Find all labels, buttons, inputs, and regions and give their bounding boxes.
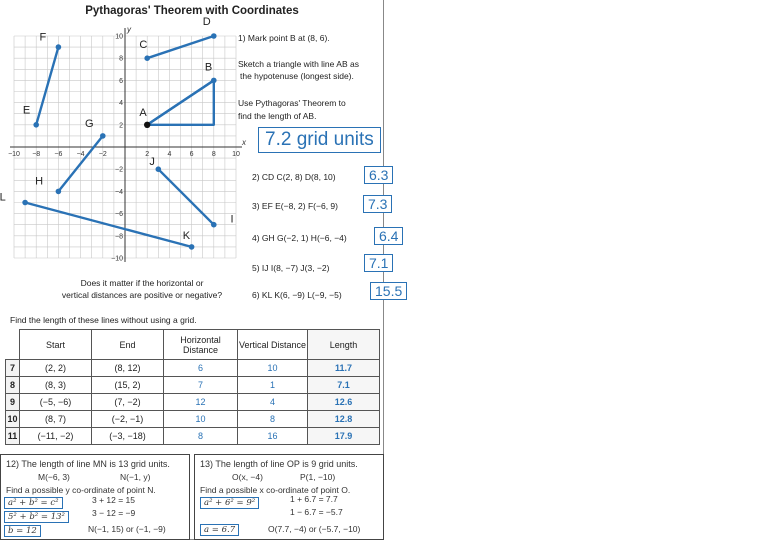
q13-answer: O(7.7, −4) or (−5.7, −10) <box>268 524 361 534</box>
header-length: Length <box>308 330 380 360</box>
q13-find: Find a possible x co-ordinate of point O. <box>200 485 351 495</box>
q13-working-1: 1 + 6.7 = 7.7 <box>290 494 338 504</box>
point-l <box>22 200 28 206</box>
q13-point-p: P(1, −10) <box>300 472 336 482</box>
worksheet-title: Pythagoras' Theorem with Coordinates <box>85 5 299 17</box>
row-number-header <box>6 330 20 360</box>
cell-end: (8, 12) <box>92 360 164 377</box>
y-tick-label: 4 <box>119 100 123 108</box>
question-3: 3) EF E(−8, 2) F(−6, 9) <box>252 201 338 211</box>
cell-length: 7.1 <box>308 377 380 394</box>
cell-horizontal: 7 <box>164 377 238 394</box>
q13-formula-2: a = 6.7 <box>200 524 239 536</box>
table-row <box>6 360 380 377</box>
instruction-5: find the length of AB. <box>238 111 317 121</box>
row-number: 8 <box>6 377 20 394</box>
q13-formula-1: a² + 6² = 9² <box>200 497 259 509</box>
header-horizontal: Horizontal Distance <box>164 330 238 360</box>
question-2: 2) CD C(2, 8) D(8, 10) <box>252 172 336 182</box>
question-6: 6) KL K(6, −9) L(−9, −5) <box>252 290 342 300</box>
row-number: 11 <box>6 428 20 445</box>
point-h <box>56 189 62 195</box>
cell-length: 12.6 <box>308 394 380 411</box>
sign-question-1: Does it matter if the horizontal or <box>80 278 204 288</box>
cell-end: (7, −2) <box>92 394 164 411</box>
segment-ij <box>158 169 214 225</box>
y-tick-label: −10 <box>111 255 123 263</box>
row-number: 7 <box>6 360 20 377</box>
point-label-k: K <box>182 230 191 243</box>
point-label-e: E <box>22 104 31 117</box>
question-4: 4) GH G(−2, 1) H(−6, −4) <box>252 233 347 243</box>
cell-start: (2, 2) <box>20 360 92 377</box>
q12-answer: N(−1, 15) or (−1, −9) <box>88 524 166 534</box>
table-row <box>6 394 380 411</box>
answer-2: 6.3 <box>364 166 393 184</box>
cell-end: (15, 2) <box>92 377 164 394</box>
q12-title: 12) The length of line MN is 13 grid units. <box>6 459 170 469</box>
cell-start: (−5, −6) <box>20 394 92 411</box>
x-tick-label: 2 <box>145 151 150 158</box>
point-label-h: H <box>35 175 44 188</box>
x-tick-label: −10 <box>8 151 20 158</box>
y-tick-label: 2 <box>119 122 123 130</box>
table-row <box>6 428 380 445</box>
point-label-a: A <box>139 106 147 119</box>
y-tick-label: −4 <box>115 188 123 196</box>
point-e <box>33 122 39 128</box>
point-k <box>189 244 195 250</box>
point-a-marker <box>144 122 150 128</box>
cell-vertical: 10 <box>238 360 308 377</box>
x-tick-label: 4 <box>167 151 172 158</box>
point-d <box>211 33 217 39</box>
point-label-g: G <box>85 118 94 131</box>
y-tick-label: −6 <box>115 211 123 219</box>
cell-horizontal: 6 <box>164 360 238 377</box>
question-5: 5) IJ I(8, −7) J(3, −2) <box>252 263 330 273</box>
answer-5: 7.1 <box>364 254 393 272</box>
y-tick-label: −2 <box>115 166 123 174</box>
x-tick-label: −8 <box>32 151 41 158</box>
cell-vertical: 1 <box>238 377 308 394</box>
header-vertical: Vertical Distance <box>238 330 308 360</box>
x-tick-label: 10 <box>232 151 240 158</box>
point-g <box>100 133 106 139</box>
cell-vertical: 8 <box>238 411 308 428</box>
x-tick-label: −4 <box>76 151 85 158</box>
table-row <box>6 411 380 428</box>
point-label-f: F <box>39 31 47 44</box>
row-number: 9 <box>6 394 20 411</box>
point-label-b: B <box>204 61 213 74</box>
point-j <box>156 166 162 172</box>
y-tick-label: −8 <box>115 233 123 241</box>
q12-point-n: N(−1, y) <box>120 472 151 482</box>
q12-working-2: 3 − 12 = −9 <box>92 508 136 518</box>
point-label-j: J <box>149 155 155 168</box>
table-header-row <box>6 330 380 360</box>
table-row <box>6 377 380 394</box>
y-axis-label: y <box>127 25 131 34</box>
point-label-l: L <box>0 191 6 204</box>
cell-vertical: 16 <box>238 428 308 445</box>
cell-start: (8, 3) <box>20 377 92 394</box>
cell-start: (8, 7) <box>20 411 92 428</box>
q13-working-2: 1 − 6.7 = −5.7 <box>290 507 343 517</box>
x-tick-label: 8 <box>211 151 216 158</box>
point-label-d: D <box>202 15 211 28</box>
header-start: Start <box>20 330 92 360</box>
cell-horizontal: 8 <box>164 428 238 445</box>
coordinate-grid <box>0 15 250 272</box>
instruction-4: Use Pythagoras' Theorem to <box>238 98 346 108</box>
x-tick-label: 6 <box>189 151 194 158</box>
point-c <box>144 55 150 61</box>
point-label-i: I <box>230 213 234 226</box>
x-axis-label: x <box>242 138 246 147</box>
answer-4: 6.4 <box>374 227 403 245</box>
answer-6: 15.5 <box>370 282 407 300</box>
q12-formula-3: b = 12 <box>4 525 41 537</box>
cell-end: (−2, −1) <box>92 411 164 428</box>
q12-formula-1: a² + b² = c² <box>4 497 63 509</box>
y-tick-label: 8 <box>119 55 123 63</box>
instruction-3: the hypotenuse (longest side). <box>240 71 354 81</box>
lengths-table <box>5 329 380 445</box>
q13-point-o: O(x, −4) <box>232 472 263 482</box>
point-i <box>211 222 217 228</box>
cell-length: 17.9 <box>308 428 380 445</box>
cell-length: 12.8 <box>308 411 380 428</box>
row-number: 10 <box>6 411 20 428</box>
table-intro: Find the length of these lines without using a grid. <box>10 315 197 325</box>
point-label-c: C <box>139 39 148 52</box>
y-tick-label: 6 <box>119 77 123 85</box>
q12-point-m: M(−6, 3) <box>38 472 70 482</box>
cell-vertical: 4 <box>238 394 308 411</box>
y-tick-label: 10 <box>115 33 123 41</box>
answer-3: 7.3 <box>363 195 392 213</box>
q12-working-1: 3 + 12 = 15 <box>92 495 136 505</box>
q12-formula-2: 5² + b² = 13² <box>4 511 69 523</box>
x-tick-label: −6 <box>54 151 63 158</box>
x-tick-label: −2 <box>98 151 107 158</box>
cell-horizontal: 12 <box>164 394 238 411</box>
answer-ab: 7.2 grid units <box>258 127 381 153</box>
q12-find: Find a possible y co-ordinate of point N. <box>6 485 156 495</box>
cell-start: (−11, −2) <box>20 428 92 445</box>
cell-length: 11.7 <box>308 360 380 377</box>
instruction-2: Sketch a triangle with line AB as <box>238 59 359 69</box>
instruction-1: 1) Mark point B at (8, 6). <box>238 33 330 43</box>
point-b <box>211 78 217 84</box>
sign-question-2: vertical distances are positive or negative? <box>61 290 223 300</box>
cell-end: (−3, −18) <box>92 428 164 445</box>
q13-title: 13) The length of line OP is 9 grid units. <box>200 459 358 469</box>
point-f <box>56 44 62 50</box>
cell-horizontal: 10 <box>164 411 238 428</box>
header-end: End <box>92 330 164 360</box>
